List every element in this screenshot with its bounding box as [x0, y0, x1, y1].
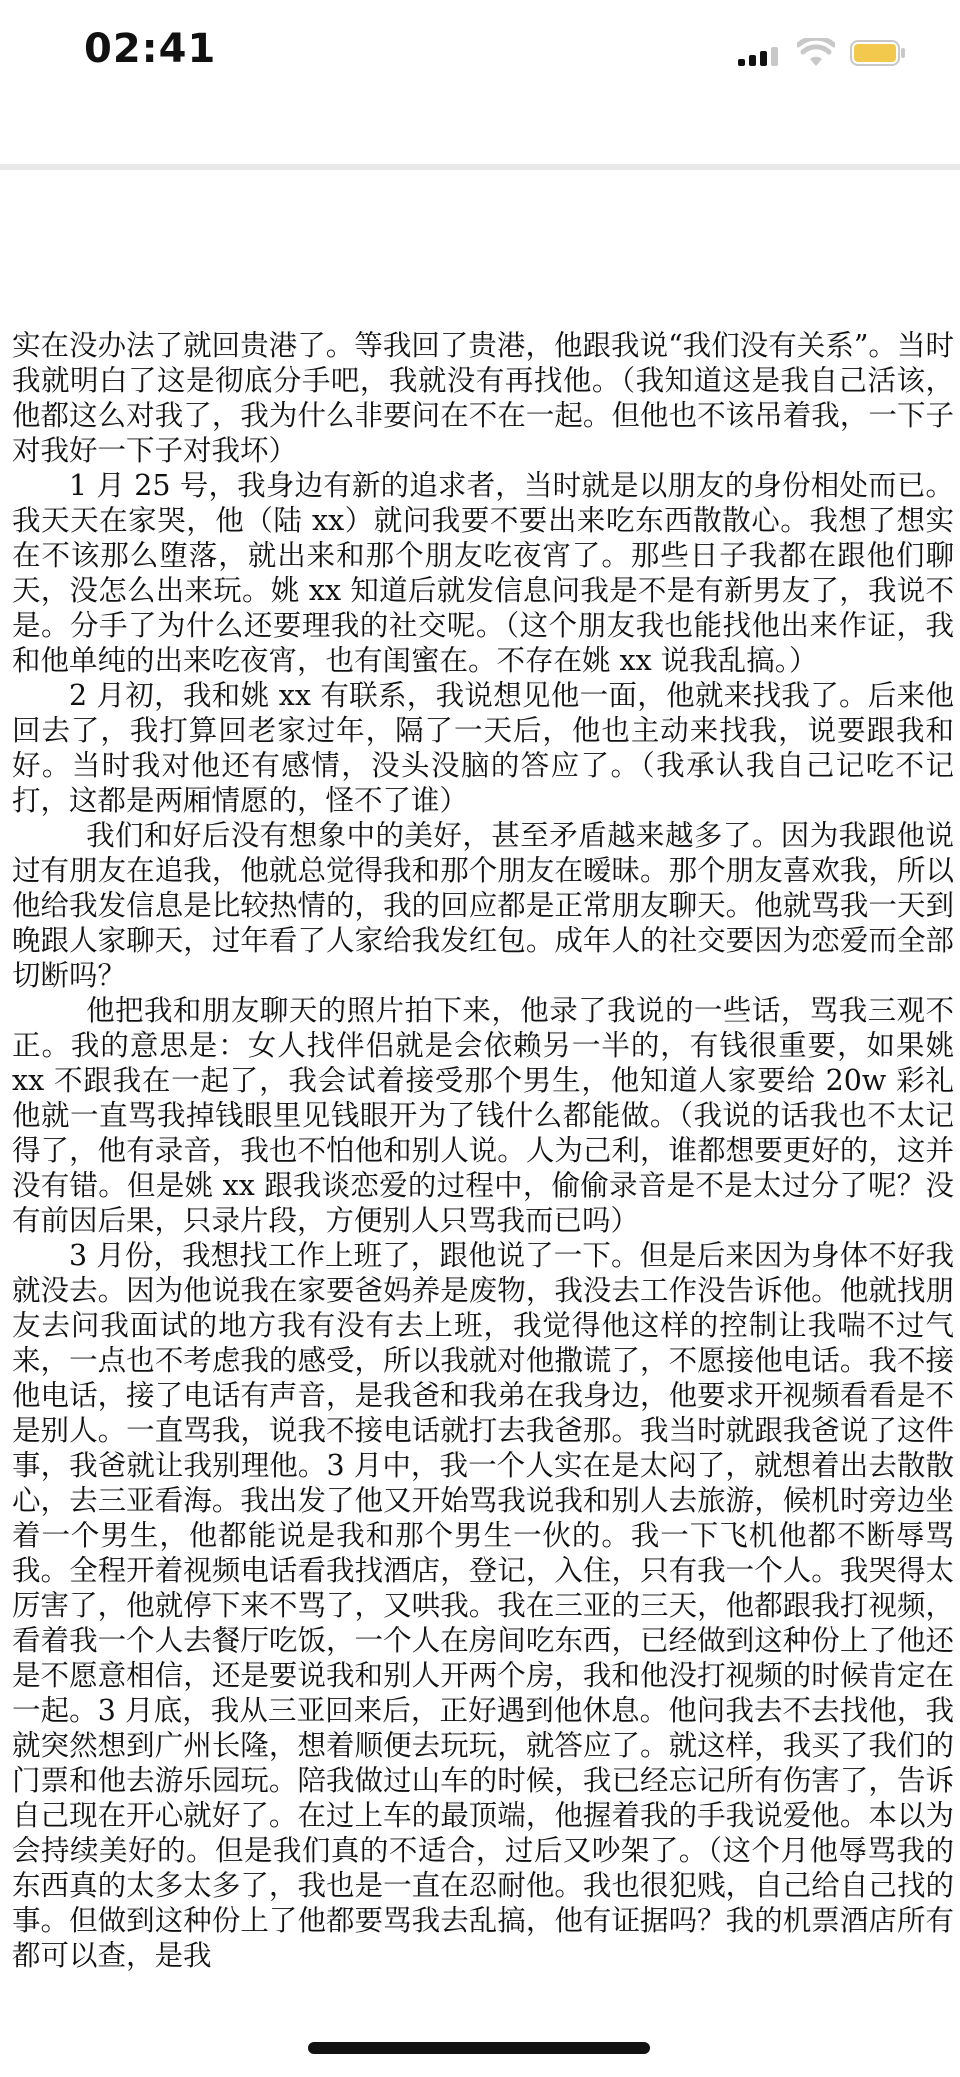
status-time: 02:41: [84, 26, 217, 72]
paragraph: 3 月份，我想找工作上班了，跟他说了一下。但是后来因为身体不好我就没去。因为他说我在家要爸妈养是废物，我没去工作没告诉他。他就找朋友去问我面试的地方我有没有去上班，我觉得他这样的控制让我喘不过气来，一点也不考虑我的感受，所以我就对他撒谎了，不愿接他电话。我不接他电话，接了电话有声音，是我爸和我弟在我身边，他要求开视频看看是不是别人。一直骂我，说我不接电话就打去我爸那。我当时就跟我爸说了这件事，我爸就让我别理他。3 月中，我一个人实在是太闷了，就想着出去散散心，去三亚看海。我出发了他又开始骂我说我和别人去旅游，候机时旁边坐着一个男生，他都能说是我和那个男生一伙的。我一下飞机他都不断辱骂我。全程开着视频电话看我找酒店，登记，入住，只有我一个人。我哭得太厉害了，他就停下来不骂了，又哄我。我在三亚的三天，他都跟我打视频，看着我一个人去餐厅吃饭，一个人在房间吃东西，已经做到这种份上了他还是不愿意相信，还是要说我和别人开两个房，我和他没打视频的时候肯定在一起。3 月底，我从三亚回来后，正好遇到他休息。他问我去不去找他，我就突然想到广州长隆，想着顺便去玩玩，就答应了。就这样，我买了我们的门票和他去游乐园玩。陪我做过山车的时候，我已经忘记所有伤害了，告诉自己现在开心就好了。在过上车的最顶端，他握着我的手我说爱他。本以为会持续美好的。但是我们真的不适合，过后又吵架了。（这个月他辱骂我的东西真的太多太多了，我也是一直在忍耐他。我也很犯贱，自己给自己找的事。但做到这种份上了他都要骂我去乱搞，他有证据吗？我的机票酒店所有都可以查，是我: [12, 1239, 954, 1972]
status-bar: [0, 0, 960, 110]
document-text: [12, 328, 954, 1973]
toolbar-divider: [0, 164, 960, 170]
cellular-signal-icon: [738, 46, 780, 66]
paragraph: 2 月初，我和姚 xx 有联系，我说想见他一面，他就来找我了。后来他回去了，我打算回老家过年，隔了一天后，他也主动来找我，说要跟我和好。当时我对他还有感情，没头没脑的答应了。（我承认我自己记吃不记打，这都是两厢情愿的，怪不了谁）: [12, 679, 954, 817]
paragraph: 1 月 25 号，我身边有新的追求者，当时就是以朋友的身份相处而已。我天天在家哭，他（陆 xx）就问我要不要出来吃东西散散心。我想了想实在不该那么堕落，就出来和那个朋友吃夜宵了。那些日子我都在跟他们聊天，没怎么出来玩。姚 xx 知道后就发信息问我是不是有新男友了，我说不是。分手了为什么还要理我的社交呢。（这个朋友我也能找他出来作证，我和他单纯的出来吃夜宵，也有闺蜜在。不存在姚 xx 说我乱搞。）: [12, 469, 954, 677]
home-indicator[interactable]: [308, 2042, 650, 2054]
battery-icon: [850, 40, 906, 66]
paragraph: 他把我和朋友聊天的照片拍下来，他录了我说的一些话，骂我三观不正。我的意思是：女人找伴侣就是会依赖另一半的，有钱很重要，如果姚 xx 不跟我在一起了，我会试着接受那个男生，他知道人家要给 20w 彩礼他就一直骂我掉钱眼里见钱眼开为了钱什么都能做。（我说的话我也不太记得了，他有录音，我也不怕他和别人说。人为己利，谁都想要更好的，这并没有错。但是姚 xx 跟我谈恋爱的过程中，偷偷录音是不是太过分了呢？没有前因后果，只录片段，方便别人只骂我而已吗）: [12, 994, 954, 1237]
paragraph: 我们和好后没有想象中的美好，甚至矛盾越来越多了。因为我跟他说过有朋友在追我，他就总觉得我和那个朋友在暧昧。那个朋友喜欢我，所以他给我发信息是比较热情的，我的回应都是正常朋友聊天。他就骂我一天到晚跟人家聊天，过年看了人家给我发红包。成年人的社交要因为恋爱而全部切断吗？: [12, 819, 954, 992]
wifi-icon: [797, 38, 835, 68]
paragraph: 实在没办法了就回贵港了。等我回了贵港，他跟我说“我们没有关系”。当时我就明白了这是彻底分手吧，我就没有再找他。（我知道这是我自己活该，他都这么对我了，我为什么非要问在不在一起。但他也不该吊着我，一下子对我好一下子对我坏）: [12, 329, 954, 467]
